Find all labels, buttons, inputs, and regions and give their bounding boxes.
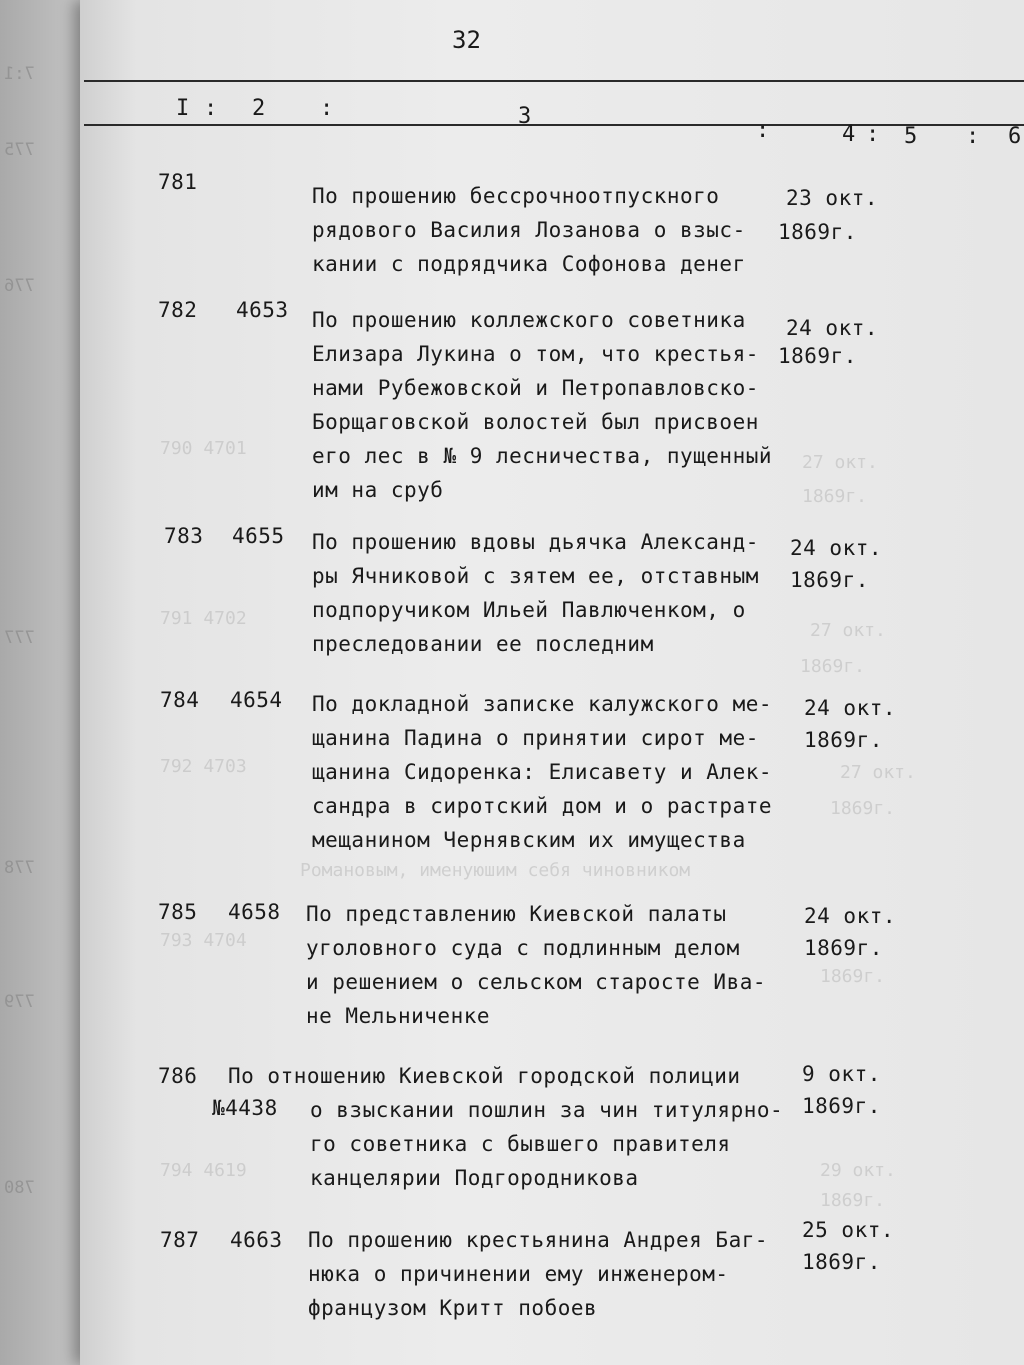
bleed-through-text: 27 окт.: [810, 620, 886, 641]
bleed-through-text: 792 4703: [160, 756, 247, 777]
header-top-rule: [84, 80, 1024, 82]
entry-reg-number: 4653: [236, 298, 289, 322]
entry-text-line: Елизара Лукина о том, что крестья-: [312, 342, 759, 366]
column-header-5: 5: [904, 124, 918, 149]
bleed-through-text: 793 4704: [160, 930, 247, 951]
entry-date-day: 24 окт.: [790, 536, 883, 560]
entry-date-day: 9 окт.: [802, 1062, 881, 1086]
margin-mark: 7:1: [4, 64, 35, 84]
entry-text-line: По прошению коллежского советника: [312, 308, 746, 332]
bleed-through-text: 791 4702: [160, 608, 247, 629]
margin-mark: 778: [4, 858, 35, 878]
entry-number: 782: [158, 298, 198, 322]
entry-reg-number: 4654: [230, 688, 283, 712]
entry-text-line: щанина Сидоренка: Елисавету и Алек-: [312, 760, 773, 784]
bleed-through-text: Романовым, именуюшим себя чиновником: [300, 860, 691, 881]
entry-date-year: 1869г.: [802, 1094, 881, 1118]
entry-text-line: кании с подрядчика Софонова денег: [312, 252, 746, 276]
margin-mark: 777: [4, 628, 35, 648]
bleed-through-text: 1869г.: [820, 966, 886, 987]
entry-date-year: 1869г.: [804, 936, 883, 960]
margin-mark: 776: [4, 276, 35, 296]
entry-date-day: 23 окт.: [786, 186, 879, 210]
entry-date-year: 1869г.: [778, 220, 857, 244]
entry-text-line: По прошению вдовы дьячка Александ-: [312, 530, 759, 554]
column-separator: :: [204, 96, 218, 121]
entry-date-day: 25 окт.: [802, 1218, 895, 1242]
entry-text-line: о взыскании пошлин за чин титулярно-: [310, 1098, 784, 1122]
column-header-4: 4: [842, 122, 856, 147]
margin-mark: 780: [4, 1178, 35, 1198]
entry-date-day: 24 окт.: [804, 904, 897, 928]
entry-number: 783: [164, 524, 204, 548]
column-header-2: 2: [252, 96, 266, 121]
entry-date-year: 1869г.: [802, 1250, 881, 1274]
entry-number: 784: [160, 688, 200, 712]
bleed-through-text: 790 4701: [160, 438, 247, 459]
page-number: 32: [452, 26, 481, 54]
entry-reg-number: 4658: [228, 900, 281, 924]
column-header-1: I: [176, 96, 190, 121]
entry-text-line: нюка о причинении ему инженером-: [308, 1262, 729, 1286]
entry-text-line: По прошению крестьянина Андрея Баг-: [308, 1228, 769, 1252]
entry-text-line: ры Ячниковой с зятем ее, отставным: [312, 564, 759, 588]
column-separator: :: [966, 124, 980, 149]
entry-text-line: го советника с бывшего правителя: [310, 1132, 731, 1156]
entry-date-year: 1869г.: [778, 344, 857, 368]
entry-number: 781: [158, 170, 198, 194]
entry-text-line: рядового Василия Лозанова о взыс-: [312, 218, 746, 242]
entry-text-line: Борщаговской волостей был присвоен: [312, 410, 759, 434]
bleed-through-text: 27 окт.: [802, 452, 878, 473]
column-separator: :: [756, 118, 770, 143]
bleed-through-text: 29 окт.: [820, 1160, 896, 1181]
bleed-through-text: 1869г.: [800, 656, 866, 677]
entry-text-line: подпоручиком Ильей Павлюченком, о: [312, 598, 746, 622]
column-separator: :: [320, 96, 334, 121]
entry-date-year: 1869г.: [790, 568, 869, 592]
entry-reg-number: 4655: [232, 524, 285, 548]
bleed-through-text: 27 окт.: [840, 762, 916, 783]
bleed-through-text: 794 4619: [160, 1160, 247, 1181]
entry-text-line: и решением о сельском старосте Ива-: [306, 970, 767, 994]
entry-text-line: им на сруб: [312, 478, 444, 502]
entry-date-day: 24 окт.: [786, 316, 879, 340]
header-bottom-rule: [84, 124, 1024, 126]
margin-mark: 779: [4, 992, 35, 1012]
entry-reg-number: 4663: [230, 1228, 283, 1252]
column-separator: :: [866, 122, 880, 147]
entry-text-line: щанина Падина о принятии сирот ме-: [312, 726, 759, 750]
entry-number: 786: [158, 1064, 198, 1088]
entry-text-line: его лес в № 9 лесничества, пущенный: [312, 444, 773, 468]
bleed-through-text: 1869г.: [820, 1190, 886, 1211]
column-header-6: 6: [1008, 124, 1022, 149]
entry-date-year: 1869г.: [804, 728, 883, 752]
entry-text-line: преследовании ее последним: [312, 632, 654, 656]
entry-number: 787: [160, 1228, 200, 1252]
entry-text-line: не Мельниченке: [306, 1004, 491, 1028]
entry-text-line: По отношению Киевской городской полиции: [228, 1064, 741, 1088]
entry-text-line: нами Рубежовской и Петропавловско-: [312, 376, 759, 400]
bleed-through-text: 1869г.: [830, 798, 896, 819]
entry-text-line: французом Критт побоев: [308, 1296, 598, 1320]
facing-page-strip: [0, 0, 80, 1365]
entry-text-line: канцелярии Подгородникова: [310, 1166, 639, 1190]
entry-text-line: сандра в сиротский дом и о растрате: [312, 794, 773, 818]
entry-text-line: По представлению Киевской палаты: [306, 902, 727, 926]
entry-text-line: мещанином Чернявским их имущества: [312, 828, 746, 852]
entry-text-line: По прошению бессрочноотпускного: [312, 184, 720, 208]
column-header-3: 3: [518, 104, 532, 129]
margin-mark: 775: [4, 140, 35, 160]
entry-date-day: 24 окт.: [804, 696, 897, 720]
bleed-through-text: 1869г.: [802, 486, 868, 507]
entry-text-line: уголовного суда с подлинным делом: [306, 936, 740, 960]
entry-number: 785: [158, 900, 198, 924]
entry-text-line: По докладной записке калужского ме-: [312, 692, 773, 716]
entry-reg-number: №4438: [212, 1096, 278, 1120]
